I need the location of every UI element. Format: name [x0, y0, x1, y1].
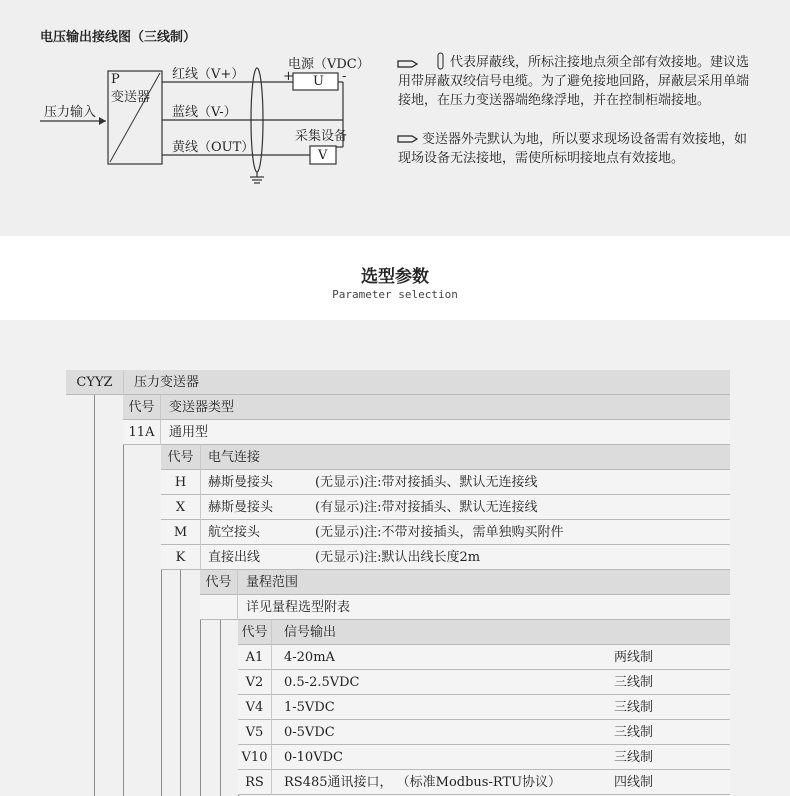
red-wire-label: 红线（V+）	[172, 67, 245, 82]
selection-table	[0, 320, 790, 796]
elec-note: (无显示)注:默认出线长度2m	[315, 550, 481, 565]
signal-header: 信号输出	[284, 625, 337, 640]
elec-name: 航空接头	[208, 525, 261, 540]
signal-name: 0-10VDC	[284, 750, 343, 765]
pressure-input-label: 压力输入	[44, 105, 97, 120]
input-arrow-icon	[99, 117, 106, 125]
signal-row	[238, 695, 730, 720]
model-name: 压力变送器	[134, 375, 200, 390]
range-note: 详见量程选型附表	[246, 600, 351, 615]
type-code: 11A	[123, 420, 161, 445]
section-title: 选型参数	[361, 267, 429, 287]
signal-code: V4	[238, 695, 272, 720]
signal-code: V10	[238, 745, 272, 770]
signal-row	[238, 745, 730, 770]
range-header: 量程范围	[246, 575, 299, 590]
type-row	[123, 420, 730, 445]
power-label: 电源（VDC）	[288, 57, 370, 72]
tree-line	[94, 395, 95, 796]
blue-wire-label: 蓝线（V-）	[172, 105, 237, 120]
range-code-header: 代号	[200, 570, 238, 595]
elec-note: (无显示)注:带对接插头、默认无连接线	[315, 475, 538, 490]
signal-code: V5	[238, 720, 272, 745]
range-row	[200, 595, 730, 620]
yellow-wire-label: 黄线（OUT）	[172, 140, 255, 155]
type-header: 变送器类型	[169, 400, 235, 415]
elec-row	[161, 495, 730, 520]
signal-code-header: 代号	[238, 620, 272, 645]
signal-wire: 四线制	[614, 775, 654, 790]
type-code-header: 代号	[123, 395, 161, 420]
range-code-empty	[200, 595, 238, 620]
shield-note: 代表屏蔽线，所标注接地点须全部有效接地。建议选用带屏蔽双绞信号电缆。为了避免接地回路，屏蔽层采用单端接地，在压力变送器端绝缘浮地，并在控制柜端接地。	[398, 55, 750, 108]
collect-label: 采集设备	[295, 129, 348, 144]
signal-row	[238, 670, 730, 695]
type-header-row	[123, 395, 730, 420]
tree-line	[200, 595, 201, 796]
transmitter-label: 变送器	[111, 90, 151, 105]
wiring-title: 电压输出接线图（三线制）	[40, 30, 197, 45]
type-name: 通用型	[169, 425, 209, 440]
elec-note: (有显示)注:带对接插头、默认无连接线	[315, 500, 538, 515]
signal-name: 4-20mA	[284, 650, 335, 665]
signal-code: RS	[238, 770, 272, 795]
elec-code: K	[161, 545, 201, 570]
elec-note: (无显示)注:不带对接插头，需单独购买附件	[315, 525, 564, 540]
model-row	[66, 370, 730, 395]
elec-row	[161, 520, 730, 545]
signal-name: RS485通讯接口， （标准Modbus-RTU协议）	[284, 775, 562, 790]
signal-header-row	[238, 620, 730, 645]
signal-wire: 三线制	[614, 675, 654, 690]
signal-row	[238, 720, 730, 745]
elec-code: X	[161, 495, 201, 520]
wiring-section	[0, 0, 790, 236]
section-header	[0, 236, 790, 320]
minus-sign: -	[342, 69, 347, 84]
signal-name: 0.5-2.5VDC	[284, 675, 360, 690]
range-header-row	[200, 570, 730, 595]
elec-row	[161, 470, 730, 495]
elec-header: 电气连接	[208, 450, 261, 465]
transmitter-p-label: P	[111, 72, 120, 87]
signal-wire: 两线制	[614, 650, 654, 665]
elec-header-row	[161, 445, 730, 470]
elec-code: M	[161, 520, 201, 545]
elec-code-header: 代号	[161, 445, 201, 470]
signal-name: 0-5VDC	[284, 725, 335, 740]
signal-row	[238, 770, 730, 795]
tree-line	[180, 570, 181, 796]
signal-code: V2	[238, 670, 272, 695]
wiring-diagram	[0, 0, 790, 236]
tree-line	[220, 620, 221, 796]
elec-code: H	[161, 470, 201, 495]
signal-wire: 三线制	[614, 750, 654, 765]
housing-note: 变送器外壳默认为地，所以要求现场设备需有效接地，如现场设备无法接地，需使所标明接地点有效接地。	[398, 132, 748, 166]
v-label: V	[318, 148, 328, 163]
elec-name: 赫斯曼接头	[208, 475, 274, 490]
signal-row	[238, 645, 730, 670]
plus-sign: +	[283, 69, 294, 84]
model-code: CYYZ	[66, 370, 124, 395]
signal-wire: 三线制	[614, 700, 654, 715]
tree-line	[123, 420, 124, 796]
section-subtitle: Parameter selection	[332, 288, 458, 301]
elec-row	[161, 545, 730, 570]
u-label: U	[313, 74, 324, 89]
elec-name: 赫斯曼接头	[208, 500, 274, 515]
signal-name: 1-5VDC	[284, 700, 335, 715]
signal-code: A1	[238, 645, 272, 670]
elec-name: 直接出线	[208, 550, 261, 565]
signal-wire: 三线制	[614, 725, 654, 740]
